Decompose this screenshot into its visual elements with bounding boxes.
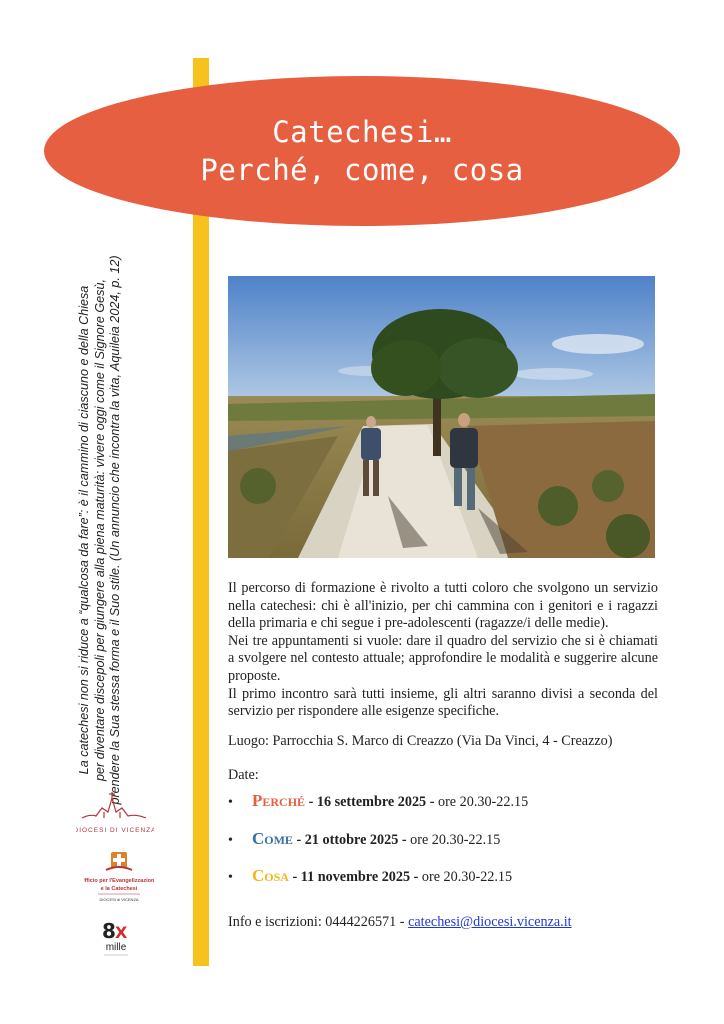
diocesi-logo	[76, 788, 154, 836]
quote-line-1: La catechesi non si riduce a “qualcosa da fare”: è il cammino di ciascuno e della Chiesa	[77, 285, 91, 775]
ufficio-line-3: DIOCESI di VICENZA	[99, 897, 139, 902]
date-item-come	[228, 829, 500, 849]
quote-line-2: per diventare discepoli per giungere alla piena maturità: vivere oggi come il Signore Gesù,	[92, 279, 107, 781]
quote-line-3: prendere la Sua stessa forma e il Suo stile. (Un annuncio che incontra la vita, Aquileia 2024, p. 12)	[108, 255, 122, 805]
8xmille-x: X	[115, 923, 128, 942]
ufficio-line-1: Ufficio per l'Evangelizzazione	[84, 878, 154, 884]
email-link[interactable]: catechesi@diocesi.vicenza.it	[408, 914, 572, 930]
pilgrims-photo-illustration	[228, 276, 655, 558]
date-time-come: ore 20.30-22.15	[410, 832, 501, 848]
diocesi-logo-text: DIOCESI DI VICENZA	[76, 827, 154, 834]
date-time-perche: ore 20.30-22.15	[437, 794, 529, 810]
pilgrims-photo	[228, 276, 655, 558]
page-title	[44, 113, 680, 189]
title-line-2: Perché, come, cosa	[200, 153, 524, 187]
bullet-icon: •	[228, 870, 233, 885]
8xmille-eight: 8	[102, 919, 116, 943]
date-time-cosa: ore 20.30-22.15	[421, 869, 513, 885]
dates-label: Date:	[228, 767, 259, 783]
date-item-perche	[228, 791, 528, 811]
date-name-come: Come	[252, 829, 293, 848]
8xmille-mille: mille	[105, 942, 127, 953]
description-text	[228, 580, 658, 721]
description-paragraph-2: Nei tre appuntamenti si vuole: dare il quadro del servizio che si è chiamati a svolgere nel contesto attuale; approfondire le modalità e suggerire alcune proposte.	[228, 632, 658, 684]
date-name-cosa: Cosa	[252, 866, 289, 885]
ufficio-line-2: e la Catechesi	[100, 886, 138, 892]
diocesi-church-icon	[76, 788, 154, 836]
8xmille-logo	[96, 918, 136, 960]
bullet-icon: •	[228, 833, 233, 848]
ufficio-emblem-icon	[84, 850, 154, 912]
ufficio-logo	[84, 850, 154, 912]
bullet-icon: •	[228, 795, 233, 810]
description-paragraph-3: Il primo incontro sarà tutti insieme, gli altri saranno divisi a seconda del servizio per rispondere alle esigenze specifiche.	[228, 685, 658, 720]
info-text: Info e iscrizioni: 0444226571 -	[228, 914, 409, 930]
date-value-perche: - 16 settembre 2025 -	[305, 794, 438, 810]
date-value-cosa: - 11 novembre 2025 -	[288, 869, 422, 885]
title-line-1: Catechesi…	[272, 115, 452, 149]
info-line	[228, 914, 572, 931]
date-name-perche: Perché	[252, 791, 306, 810]
description-paragraph-1: Il percorso di formazione è rivolto a tutti coloro che svolgono un servizio nella catechesi: chi è all'inizio, per chi cammina con i genitori e i ragazzi della primaria e chi segue i pre-adolescenti (ragazze/i delle medie).	[228, 580, 658, 632]
location-text: Luogo: Parrocchia S. Marco di Creazzo (Via Da Vinci, 4 - Creazzo)	[228, 733, 613, 749]
date-value-come: - 21 ottobre 2025 -	[292, 832, 411, 848]
vertical-quote	[77, 170, 137, 890]
8xmille-icon	[96, 918, 136, 960]
date-item-cosa	[228, 866, 512, 886]
